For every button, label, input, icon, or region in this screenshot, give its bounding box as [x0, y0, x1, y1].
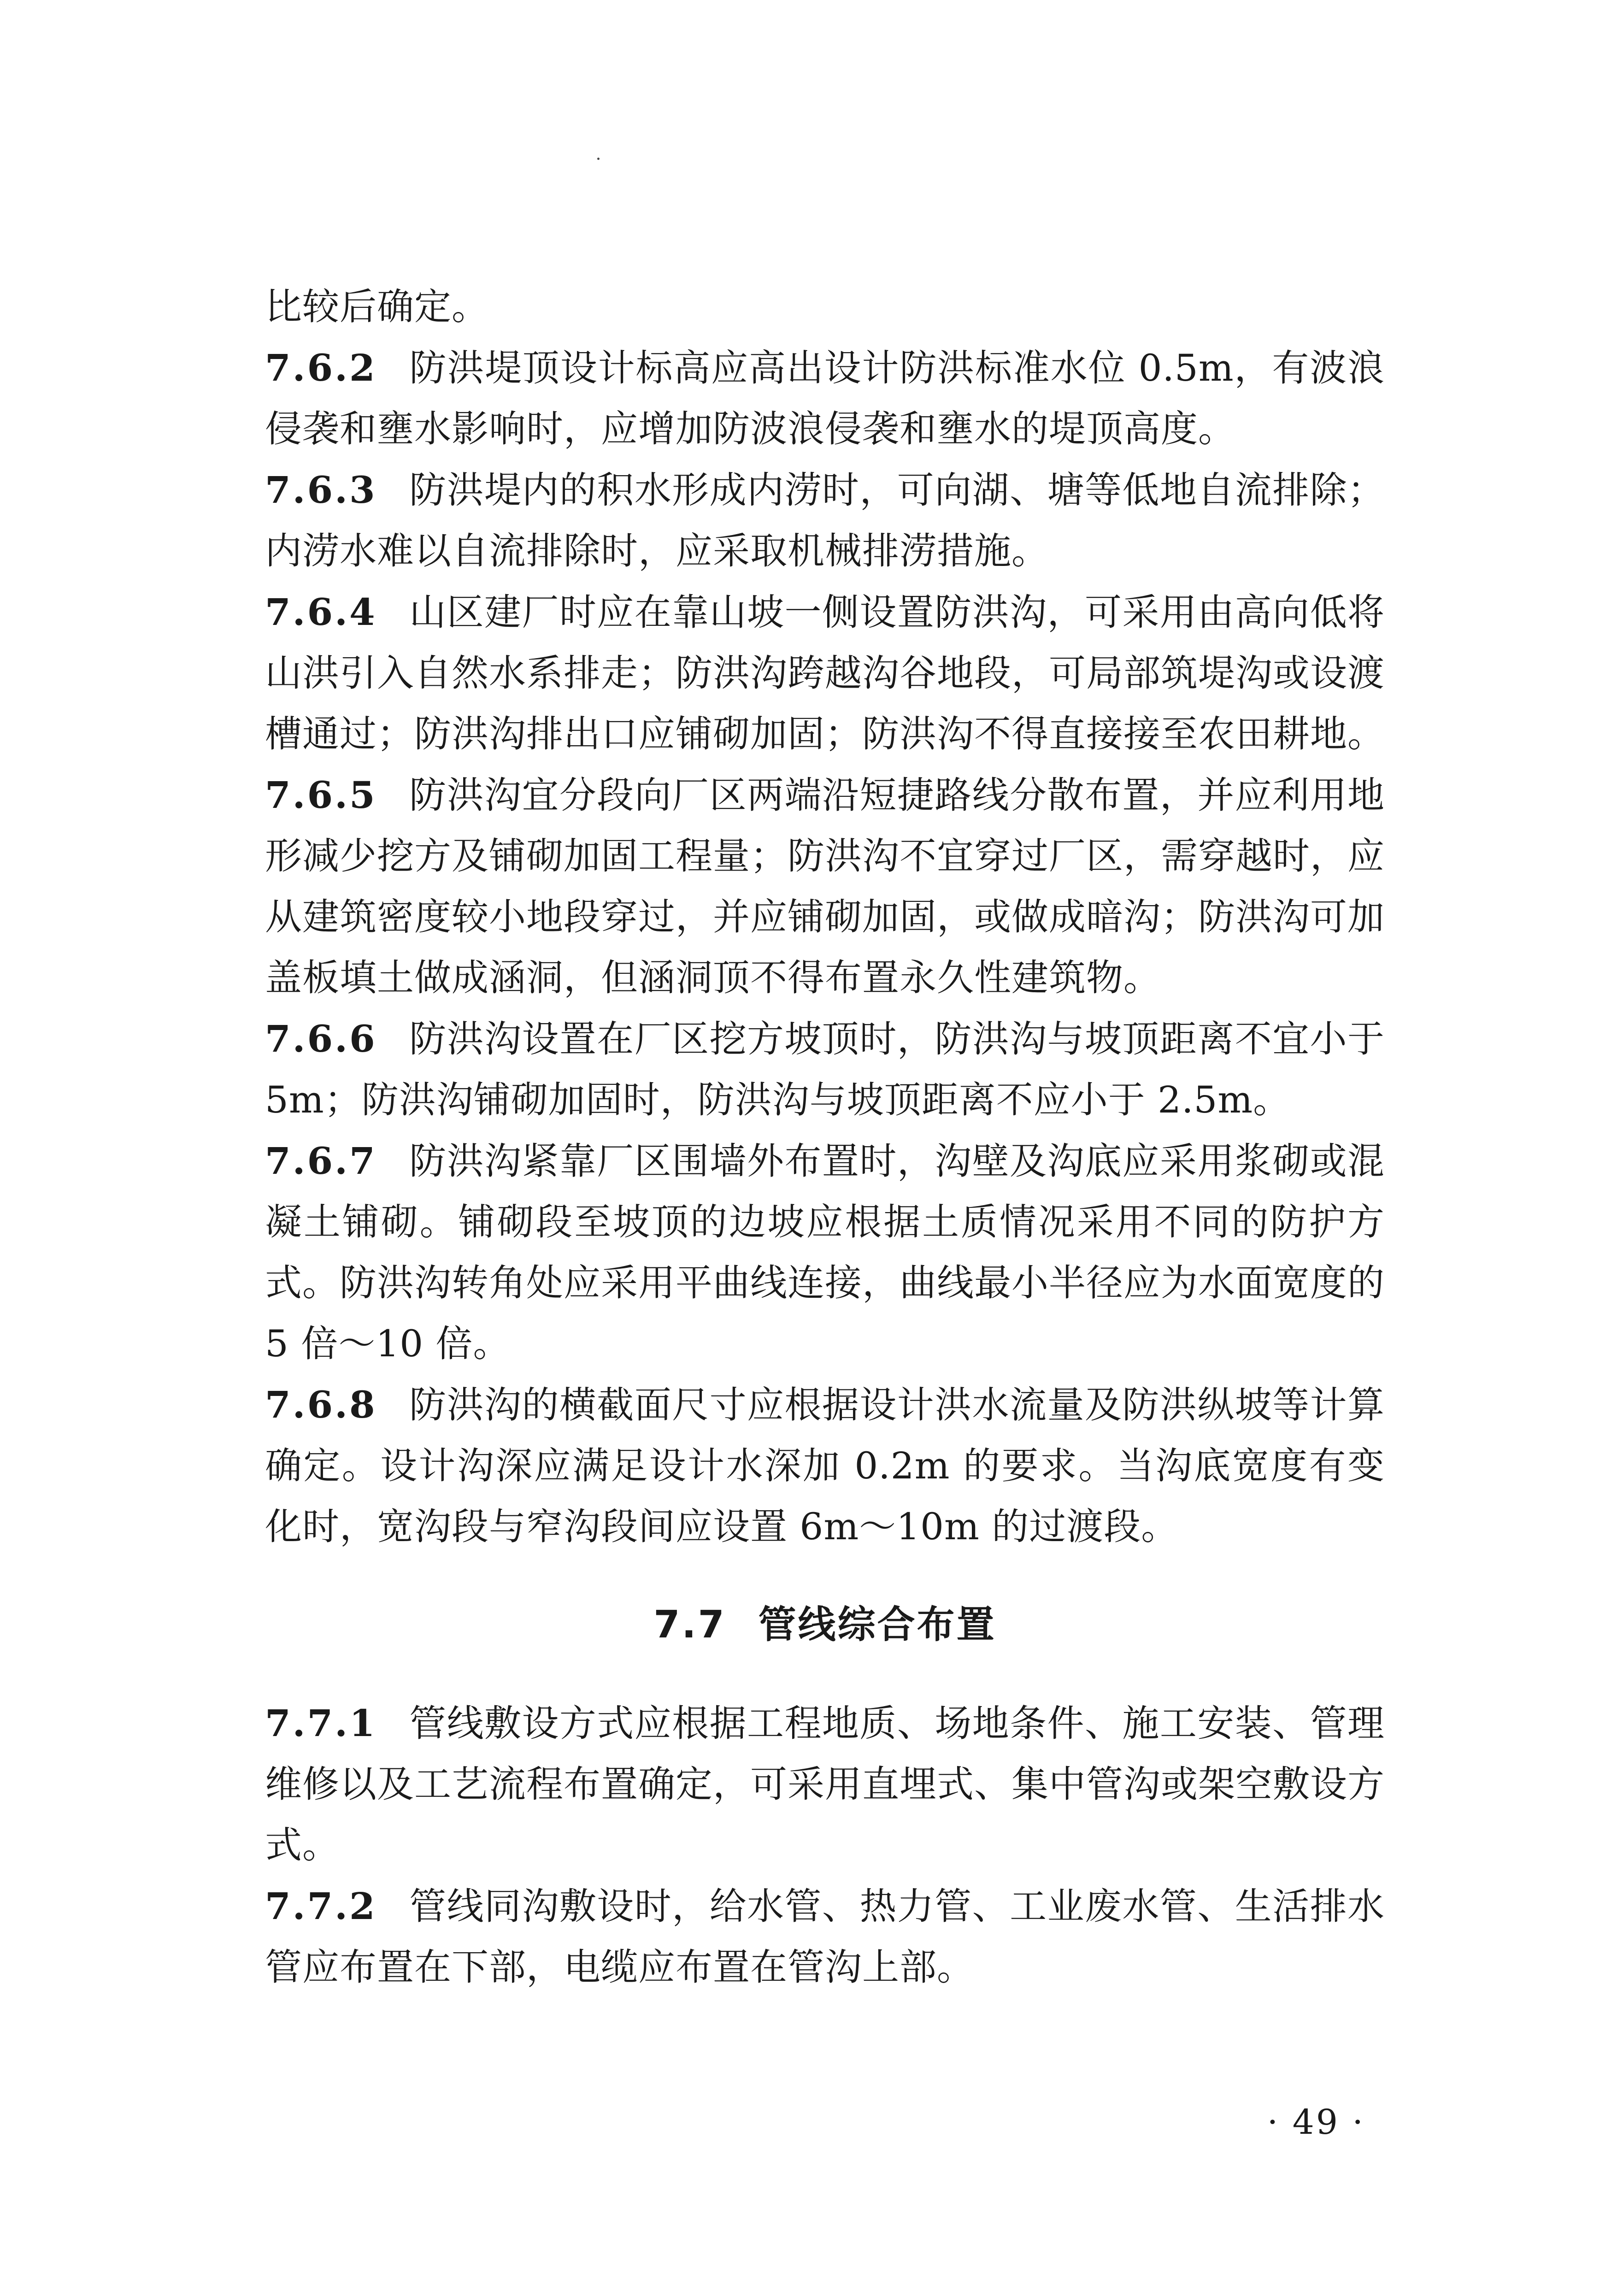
clause-7-6-7 [265, 1130, 1385, 1374]
clause-7-6-3 [265, 459, 1385, 582]
section-title: 管线综合布置 [758, 1603, 996, 1647]
clause-7-7-2 [265, 1876, 1385, 1998]
clause-number: 7.6.2 [265, 346, 377, 389]
clause-number: 7.6.6 [265, 1017, 377, 1060]
clause-number: 7.6.4 [265, 590, 377, 634]
clause-number: 7.7.2 [265, 1884, 377, 1928]
clause-number: 7.6.3 [265, 468, 377, 512]
clause-7-6-8 [265, 1374, 1385, 1557]
clause-7-7-1 [265, 1693, 1385, 1876]
clause-text: 防洪沟的横截面尺寸应根据设计洪水流量及防洪纵坡等计算确定。设计沟深应满足设计水深加 0.2m 的要求。当沟底宽度有变化时，宽沟段与窄沟段间应设置 6m～10m 的过渡段。 [265, 1383, 1385, 1548]
clause-number: 7.6.5 [265, 773, 377, 817]
clause-text: 防洪沟设置在厂区挖方坡顶时，防洪沟与坡顶距离不宜小于 5m；防洪沟铺砌加固时，防洪沟与坡顶距离不应小于 2.5m。 [265, 1018, 1385, 1121]
clause-7-6-4 [265, 582, 1385, 765]
continuation-text: 比较后确定。 [265, 285, 489, 328]
clause-text: 防洪堤顶设计标高应高出设计防洪标准水位 0.5m，有波浪侵袭和壅水影响时，应增加防波浪侵袭和壅水的堤顶高度。 [265, 347, 1385, 450]
clause-7-6-6 [265, 1008, 1385, 1130]
page-content [265, 277, 1385, 1998]
scan-speck [597, 158, 600, 160]
clause-text: 管线敷设方式应根据工程地质、场地条件、施工安装、管理维修以及工艺流程布置确定，可采用直埋式、集中管沟或架空敷设方式。 [265, 1702, 1385, 1866]
section-number: 7.7 [653, 1603, 726, 1647]
clause-text: 防洪堤内的积水形成内涝时，可向湖、塘等低地自流排除；内涝水难以自流排除时，应采取机械排涝措施。 [265, 469, 1385, 572]
clause-text: 管线同沟敷设时，给水管、热力管、工业废水管、生活排水管应布置在下部，电缆应布置在管沟上部。 [265, 1885, 1385, 1989]
clause-number: 7.7.1 [265, 1701, 377, 1745]
clause-7-6-5 [265, 765, 1385, 1008]
clause-text: 防洪沟宜分段向厂区两端沿短捷路线分散布置，并应利用地形减少挖方及铺砌加固工程量；防洪沟不宜穿过厂区，需穿越时，应从建筑密度较小地段穿过，并应铺砌加固，或做成暗沟；防洪沟可加盖板填土做成涵洞，但涵洞顶不得布置永久性建筑物。 [265, 774, 1385, 999]
clause-text: 防洪沟紧靠厂区围墙外布置时，沟壁及沟底应采用浆砌或混凝土铺砌。铺砌段至坡顶的边坡应根据土质情况采用不同的防护方式。防洪沟转角处应采用平曲线连接，曲线最小半径应为水面宽度的 5 倍～10 倍。 [265, 1140, 1385, 1365]
clause-7-6-2 [265, 337, 1385, 459]
clause-text: 山区建厂时应在靠山坡一侧设置防洪沟，可采用由高向低将山洪引入自然水系排走；防洪沟跨越沟谷地段，可局部筑堤沟或设渡槽通过；防洪沟排出口应铺砌加固；防洪沟不得直接接至农田耕地。 [265, 591, 1385, 755]
section-heading [265, 1600, 1385, 1650]
page-number: · 49 · [1267, 2102, 1365, 2142]
clause-number: 7.6.7 [265, 1139, 377, 1183]
clause-number: 7.6.8 [265, 1383, 377, 1426]
